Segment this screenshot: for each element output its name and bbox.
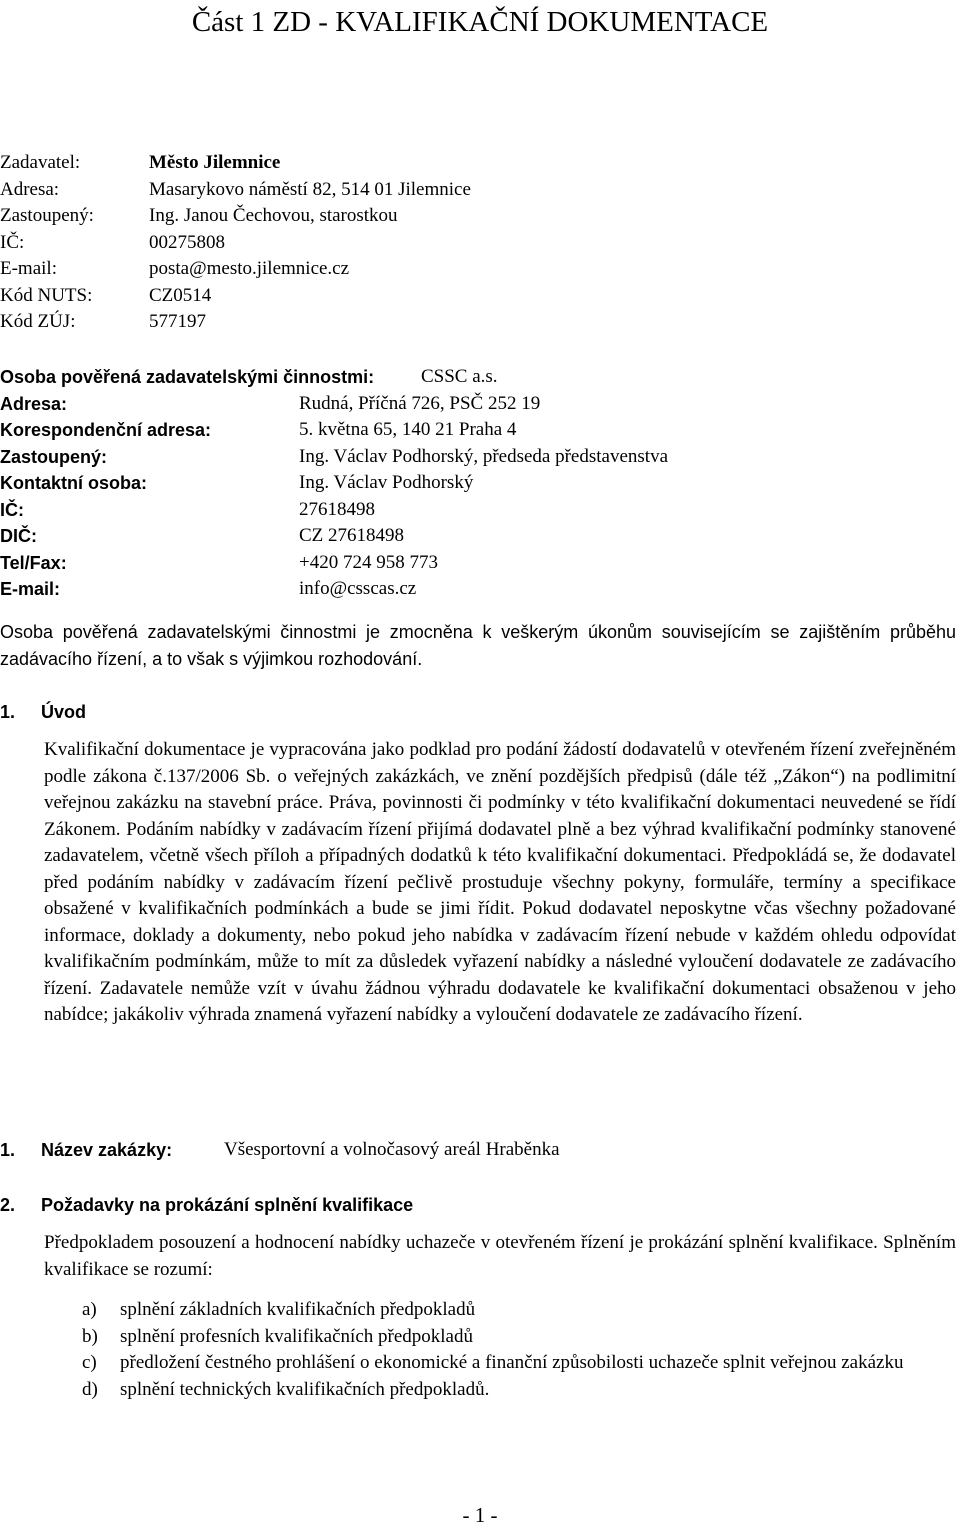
authority-value: 577197 — [149, 311, 206, 332]
agent-name: CSSC a.s. — [421, 366, 498, 387]
section-number: 2. — [0, 1195, 16, 1215]
list-item-text: předložení čestného prohlášení o ekonomické a finanční způsobilosti uchazeče splnit veřejnou zakázku — [120, 1352, 904, 1373]
authority-label: Adresa: — [0, 178, 60, 200]
section-heading-requirements — [0, 1192, 960, 1219]
agent-label: Korespondenční adresa: — [0, 420, 212, 440]
section-number: 1. — [0, 1140, 16, 1160]
agent-label: Adresa: — [0, 393, 68, 414]
list-item-text: splnění základních kvalifikačních předpokladů — [120, 1299, 476, 1320]
authority-row — [0, 309, 960, 336]
authority-label: Kód ZÚJ: — [0, 311, 76, 332]
authority-value: 00275808 — [149, 231, 225, 253]
list-marker: a) — [82, 1299, 97, 1320]
document-title: Část 1 ZD - KVALIFIKAČNÍ DOKUMENTACE — [191, 6, 769, 38]
authority-value: Město Jilemnice — [149, 152, 281, 173]
contract-name-value: Všesportovní a volnočasový areál Hraběnka — [224, 1139, 560, 1160]
agent-note: Osoba pověřená zadavatelskými činnostmi je zmocněna k veškerým úkonům souvisejícím se zajištěním průběhu zadávacího řízení, a to však s výjimkou rozhodování. — [0, 622, 956, 669]
agent-label: E-mail: — [0, 579, 61, 599]
list-marker: b) — [82, 1325, 98, 1347]
list-item — [82, 1324, 957, 1351]
agent-row — [0, 417, 960, 444]
section-title: Požadavky na prokázání splnění kvalifikace — [41, 1195, 414, 1215]
list-marker: d) — [82, 1378, 98, 1400]
agent-row — [0, 391, 960, 418]
authority-value: Masarykovo náměstí 82, 514 01 Jilemnice — [149, 178, 471, 200]
authority-value: Ing. Janou Čechovou, starostkou — [149, 205, 398, 226]
agent-value: 27618498 — [299, 498, 375, 520]
authority-label: IČ: — [0, 231, 25, 253]
agent-row — [0, 470, 960, 497]
agent-value: Ing. Václav Podhorský, předseda představenstva — [299, 445, 668, 467]
agent-label: Tel/Fax: — [0, 552, 67, 573]
agent-row — [0, 576, 960, 603]
intro-paragraph: Kvalifikační dokumentace je vypracována jako podklad pro podání žádostí dodavatelů v otevřeném řízení zveřejněném podle zákona č.137/2006 Sb. o veřejných zakázkách, ve znění pozdějších předpisů (dále též „Zákon“) na podlimitní veřejnou zakázku na stavební práce. Práva, povinnosti či podmínky v této kvalifikační dokumentaci neuvedené se řídí Zákonem. Podáním nabídky v zadávacím řízení přijímá dodavatel plně a bez výhrad kvalifikační podmínky stanovené zadavatelem, včetně všech příloh a případných dodatků k této kvalifikační dokumentaci. Předpokládá se, že dodavatel před podáním nabídky v zadávacím řízení pečlivě prostuduje všechny pokyny, formuláře, termíny a specifikace obsažené v kvalifikačních podmínkách a bude se jimi řídit. Pokud dodavatel neposkytne včas všechny požadované informace, doklady a dokumenty, nebo pokud jeho nabídka v zadávacím řízení nebude v každém ohledu odpovídat kvalifikačním podmínkám, může to mít za důsledek vyřazení nabídky a následné vyloučení dodavatele ze zadávacího řízení. Zadavatele nemůže vzít v úvahu žádnou výhradu dodavatele ke kvalifikační dokumentaci obsaženou v jeho nabídce; jakákoliv výhrada znamená vyřazení nabídky a vyloučení dodavatele ze zadávacího řízení. — [44, 739, 956, 1025]
agent-label: Kontaktní osoba: — [0, 473, 147, 493]
section-heading-intro — [0, 699, 400, 726]
authority-row — [0, 203, 960, 230]
list-item — [82, 1297, 957, 1324]
agent-value: 5. května 65, 140 21 Praha 4 — [299, 419, 517, 440]
authority-row — [0, 230, 960, 257]
agent-row — [0, 444, 960, 471]
list-item-text: splnění technických kvalifikačních předpokladů. — [120, 1378, 490, 1400]
list-marker: c) — [82, 1352, 97, 1373]
agent-heading-row — [0, 364, 960, 391]
agent-value: Rudná, Příčná 726, PSČ 252 19 — [299, 392, 541, 414]
agent-label: Zastoupený: — [0, 446, 108, 467]
authority-label: E-mail: — [0, 258, 57, 279]
agent-row — [0, 550, 960, 577]
authority-row — [0, 177, 960, 204]
authority-row — [0, 256, 960, 283]
agent-heading-label: Osoba pověřená zadavatelskými činnostmi: — [0, 367, 375, 387]
agent-label: DIČ: — [0, 526, 37, 546]
agent-value: CZ 27618498 — [299, 525, 405, 546]
requirements-list — [82, 1297, 957, 1403]
list-item-text: splnění profesních kvalifikačních předpokladů — [120, 1325, 473, 1347]
requirements-paragraph: Předpokladem posouzení a hodnocení nabídky uchazeče v otevřeném řízení je prokázání splnění kvalifikace. Splněním kvalifikace se rozumí: — [44, 1232, 956, 1280]
contract-name-row — [0, 1137, 960, 1164]
authority-label: Zastoupený: — [0, 205, 94, 226]
authority-value: CZ0514 — [149, 284, 212, 306]
agent-value: +420 724 958 773 — [299, 551, 438, 573]
authority-row — [0, 283, 960, 310]
agent-label: IČ: — [0, 499, 24, 520]
contract-name-label: Název zakázky: — [41, 1140, 173, 1160]
list-item — [82, 1377, 957, 1404]
contracting-authority-block — [0, 150, 960, 336]
authority-label: Zadavatel: — [0, 152, 81, 173]
agent-email: info@csscas.cz — [299, 578, 417, 599]
agent-block — [0, 364, 960, 603]
section-title: Úvod — [41, 702, 86, 722]
authority-row — [0, 150, 960, 177]
page-number: - 1 - — [462, 1503, 498, 1527]
agent-value: Ing. Václav Podhorský — [299, 472, 474, 493]
section-number: 1. — [0, 702, 16, 722]
authority-email: posta@mesto.jilemnice.cz — [149, 258, 350, 279]
list-item — [82, 1350, 957, 1377]
agent-row — [0, 497, 960, 524]
authority-label: Kód NUTS: — [0, 284, 93, 306]
agent-row — [0, 523, 960, 550]
